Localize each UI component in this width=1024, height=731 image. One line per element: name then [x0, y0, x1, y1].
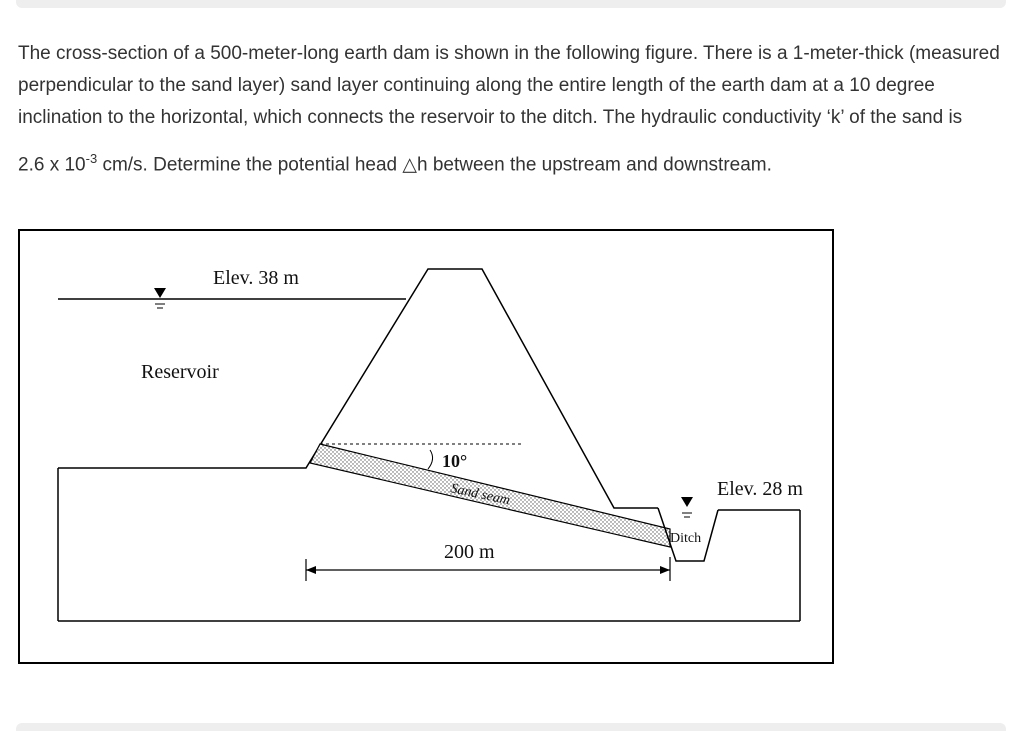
question-paragraph-2: [18, 143, 1008, 181]
conductivity-value: 2.6 x 10: [18, 154, 86, 176]
top-separator: [16, 0, 1006, 8]
upstream-elevation-label: Elev. 38 m: [213, 267, 299, 289]
question-text: [18, 38, 1008, 181]
figure-frame: [19, 230, 833, 663]
question-tail: h between the upstream and downstream.: [417, 154, 772, 176]
distance-label: 200 m: [444, 541, 495, 563]
bottom-separator: [16, 723, 1006, 731]
conductivity-units: cm/s. Determine the potential head: [97, 154, 403, 176]
dam-cross-section-figure: [18, 229, 834, 664]
sand-seam-label: Sand seam: [449, 481, 512, 509]
ditch-label: Ditch: [670, 531, 702, 546]
downstream-elevation-label: Elev. 28 m: [717, 478, 803, 500]
question-paragraph-1: The cross-section of a 500-meter-long earth dam is shown in the following figure. There is a 1-meter-thick (measured perpendicular to the sand layer) sand layer continuing along the entire length of the earth dam at a 10 degree inclination to the horizontal, which connects the reservoir to the ditch. The hydraulic conductivity ‘k’ of the sand is: [18, 43, 1000, 128]
conductivity-exponent: -3: [85, 151, 98, 166]
angle-label: 10°: [442, 451, 468, 471]
delta-symbol: △: [402, 154, 418, 176]
reservoir-label: Reservoir: [141, 361, 219, 383]
